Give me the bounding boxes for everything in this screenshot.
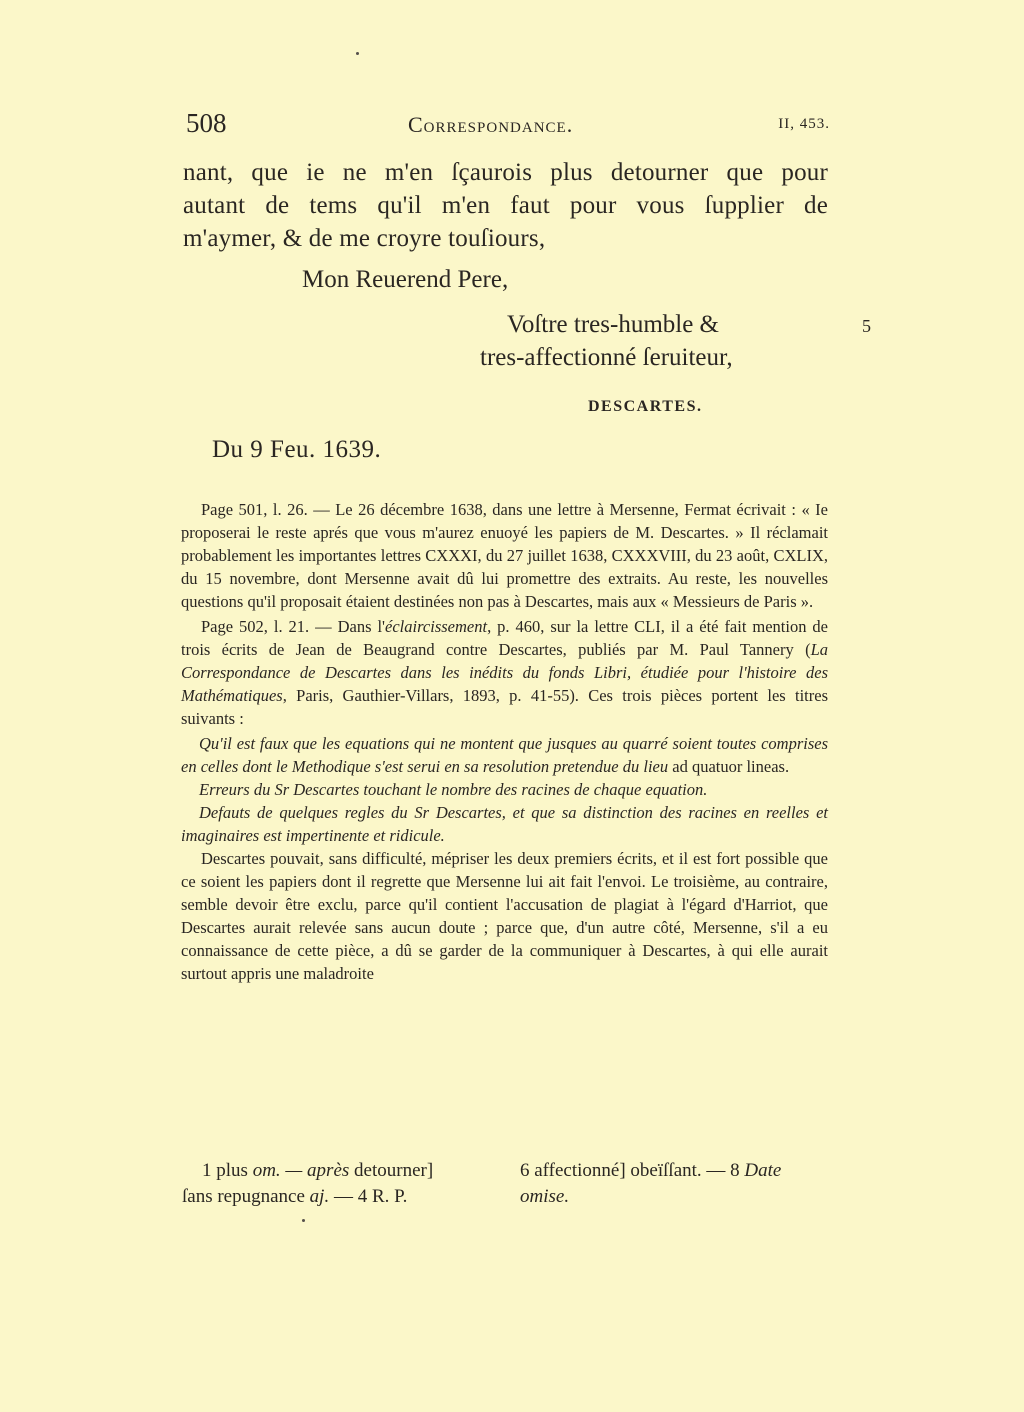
page-header: [184, 108, 830, 142]
print-speck: [356, 52, 359, 55]
variant-text: detourner]: [349, 1160, 434, 1181]
variant-text: 6 affectionné] obeïſſant. — 8: [520, 1160, 745, 1181]
note-text: , Paris, Gauthier-Villars, 1893, p. 41-55). Ces trois pièces portent les titres suivants :: [181, 686, 828, 728]
running-title: Correspondance.: [408, 112, 574, 137]
letter-closing-line-2: tres-affectionné ſeruiteur,: [480, 344, 733, 371]
page-number: 508: [186, 108, 227, 138]
editorial-notes: [181, 498, 828, 987]
variant-column-right: [520, 1158, 840, 1210]
variant-text: 1 plus: [202, 1160, 253, 1181]
letter-line: autant de tems qu'il m'en faut pour vous ſupplier de: [183, 192, 828, 219]
page-reference: II, 453.: [778, 116, 830, 132]
margin-line-number: 5: [862, 316, 871, 336]
letter-line: m'aymer, & de me croyre touſiours,: [183, 225, 546, 252]
letter-closing-line-1: Voſtre tres-humble &: [507, 311, 719, 338]
note-title-2: [181, 778, 828, 801]
note-title-3: [181, 801, 828, 847]
note-title-1: [181, 732, 828, 778]
variant-italic-text: aj.: [309, 1186, 330, 1207]
note-italic-text: Erreurs du Sr Descartes touchant le nombre des racines de chaque equation.: [199, 780, 708, 799]
note-paragraph: Descartes pouvait, sans difficulté, mépriser les deux premiers écrits, et il est fort possible que ce soient les papiers dont il regrette que Mersenne lui ait fait l'envoi. Le troisième, au contraire, semble devoir être exclu, parce qu'il contient l'accusation de plagiat à l'égard d'Harriot, que Descartes aurait relevée sans aucun doute ; parce que, d'un autre côté, Mersenne, s'il a eu connaissance de cette pièce, a dû se garder de la communiquer à Descartes, à qui elle aurait surtout appris une maladroite: [181, 849, 828, 983]
letter-signature: DESCARTES.: [588, 398, 703, 415]
variant-italic-text: Date: [744, 1160, 782, 1181]
letter-date: Du 9 Feu. 1639.: [212, 436, 382, 463]
variant-text: ſans repugnance: [182, 1186, 310, 1207]
variant-line: [520, 1158, 840, 1184]
note-italic-text: La Correspondance de Descartes dans les inédits du fonds Libri, étudiée pour l'histoire des Mathématiques: [181, 640, 828, 705]
note-text: , p. 460, sur la lettre CLI, il a été fait mention de trois écrits de Jean de Beaugrand contre Descartes, publiés par M. Paul Tannery (: [181, 617, 828, 659]
note-text: ad quatuor lineas.: [668, 757, 790, 776]
note-paragraph: [181, 615, 828, 730]
note-italic-text: Qu'il est faux que les equations qui ne montent que jusques au quarré soient toutes comprises en celles dont le Methodique s'est serui en sa resolution pretendue du lieu: [181, 734, 828, 776]
variant-line: [520, 1184, 840, 1210]
note-paragraph: Page 501, l. 26. — Le 26 décembre 1638, dans une lettre à Mersenne, Fermat écrivait : « Ie proposerai le reste aprés que vous m'aurez enuoyé les papiers de M. Descartes. » Il réclamait probablement les importantes lettres CXXXI, du 27 juillet 1638, CXXXVIII, du 23 août, CXLIX, du 15 novembre, dont Mersenne avait dû lui promettre des extraits. Au reste, les nouvelles questions qu'il proposait étaient destinées non pas à Descartes, mais aux « Messieurs de Paris ».: [181, 500, 828, 611]
letter-body: [183, 156, 828, 255]
note-italic-text: Defauts de quelques regles du Sr Descartes, et que sa distinction des racines en reelles et imaginaires est impertinente et ridicule.: [181, 803, 828, 845]
note-italic-text: éclaircissement: [385, 617, 488, 636]
letter-salutation: Mon Reuerend Pere,: [302, 266, 509, 293]
note-text: Page 502, l. 21. — Dans l': [201, 617, 386, 636]
variant-italic-text: omise.: [520, 1186, 570, 1207]
letter-line: nant, que ie ne m'en ſçaurois plus detourner que pour: [183, 159, 828, 186]
variant-text: — 4 R. P.: [329, 1186, 408, 1207]
print-speck: [302, 1219, 305, 1222]
variant-line: [182, 1184, 502, 1210]
variant-italic-text: om. — après: [252, 1160, 350, 1181]
variant-column-left: [182, 1158, 502, 1210]
variant-line: [182, 1158, 502, 1184]
